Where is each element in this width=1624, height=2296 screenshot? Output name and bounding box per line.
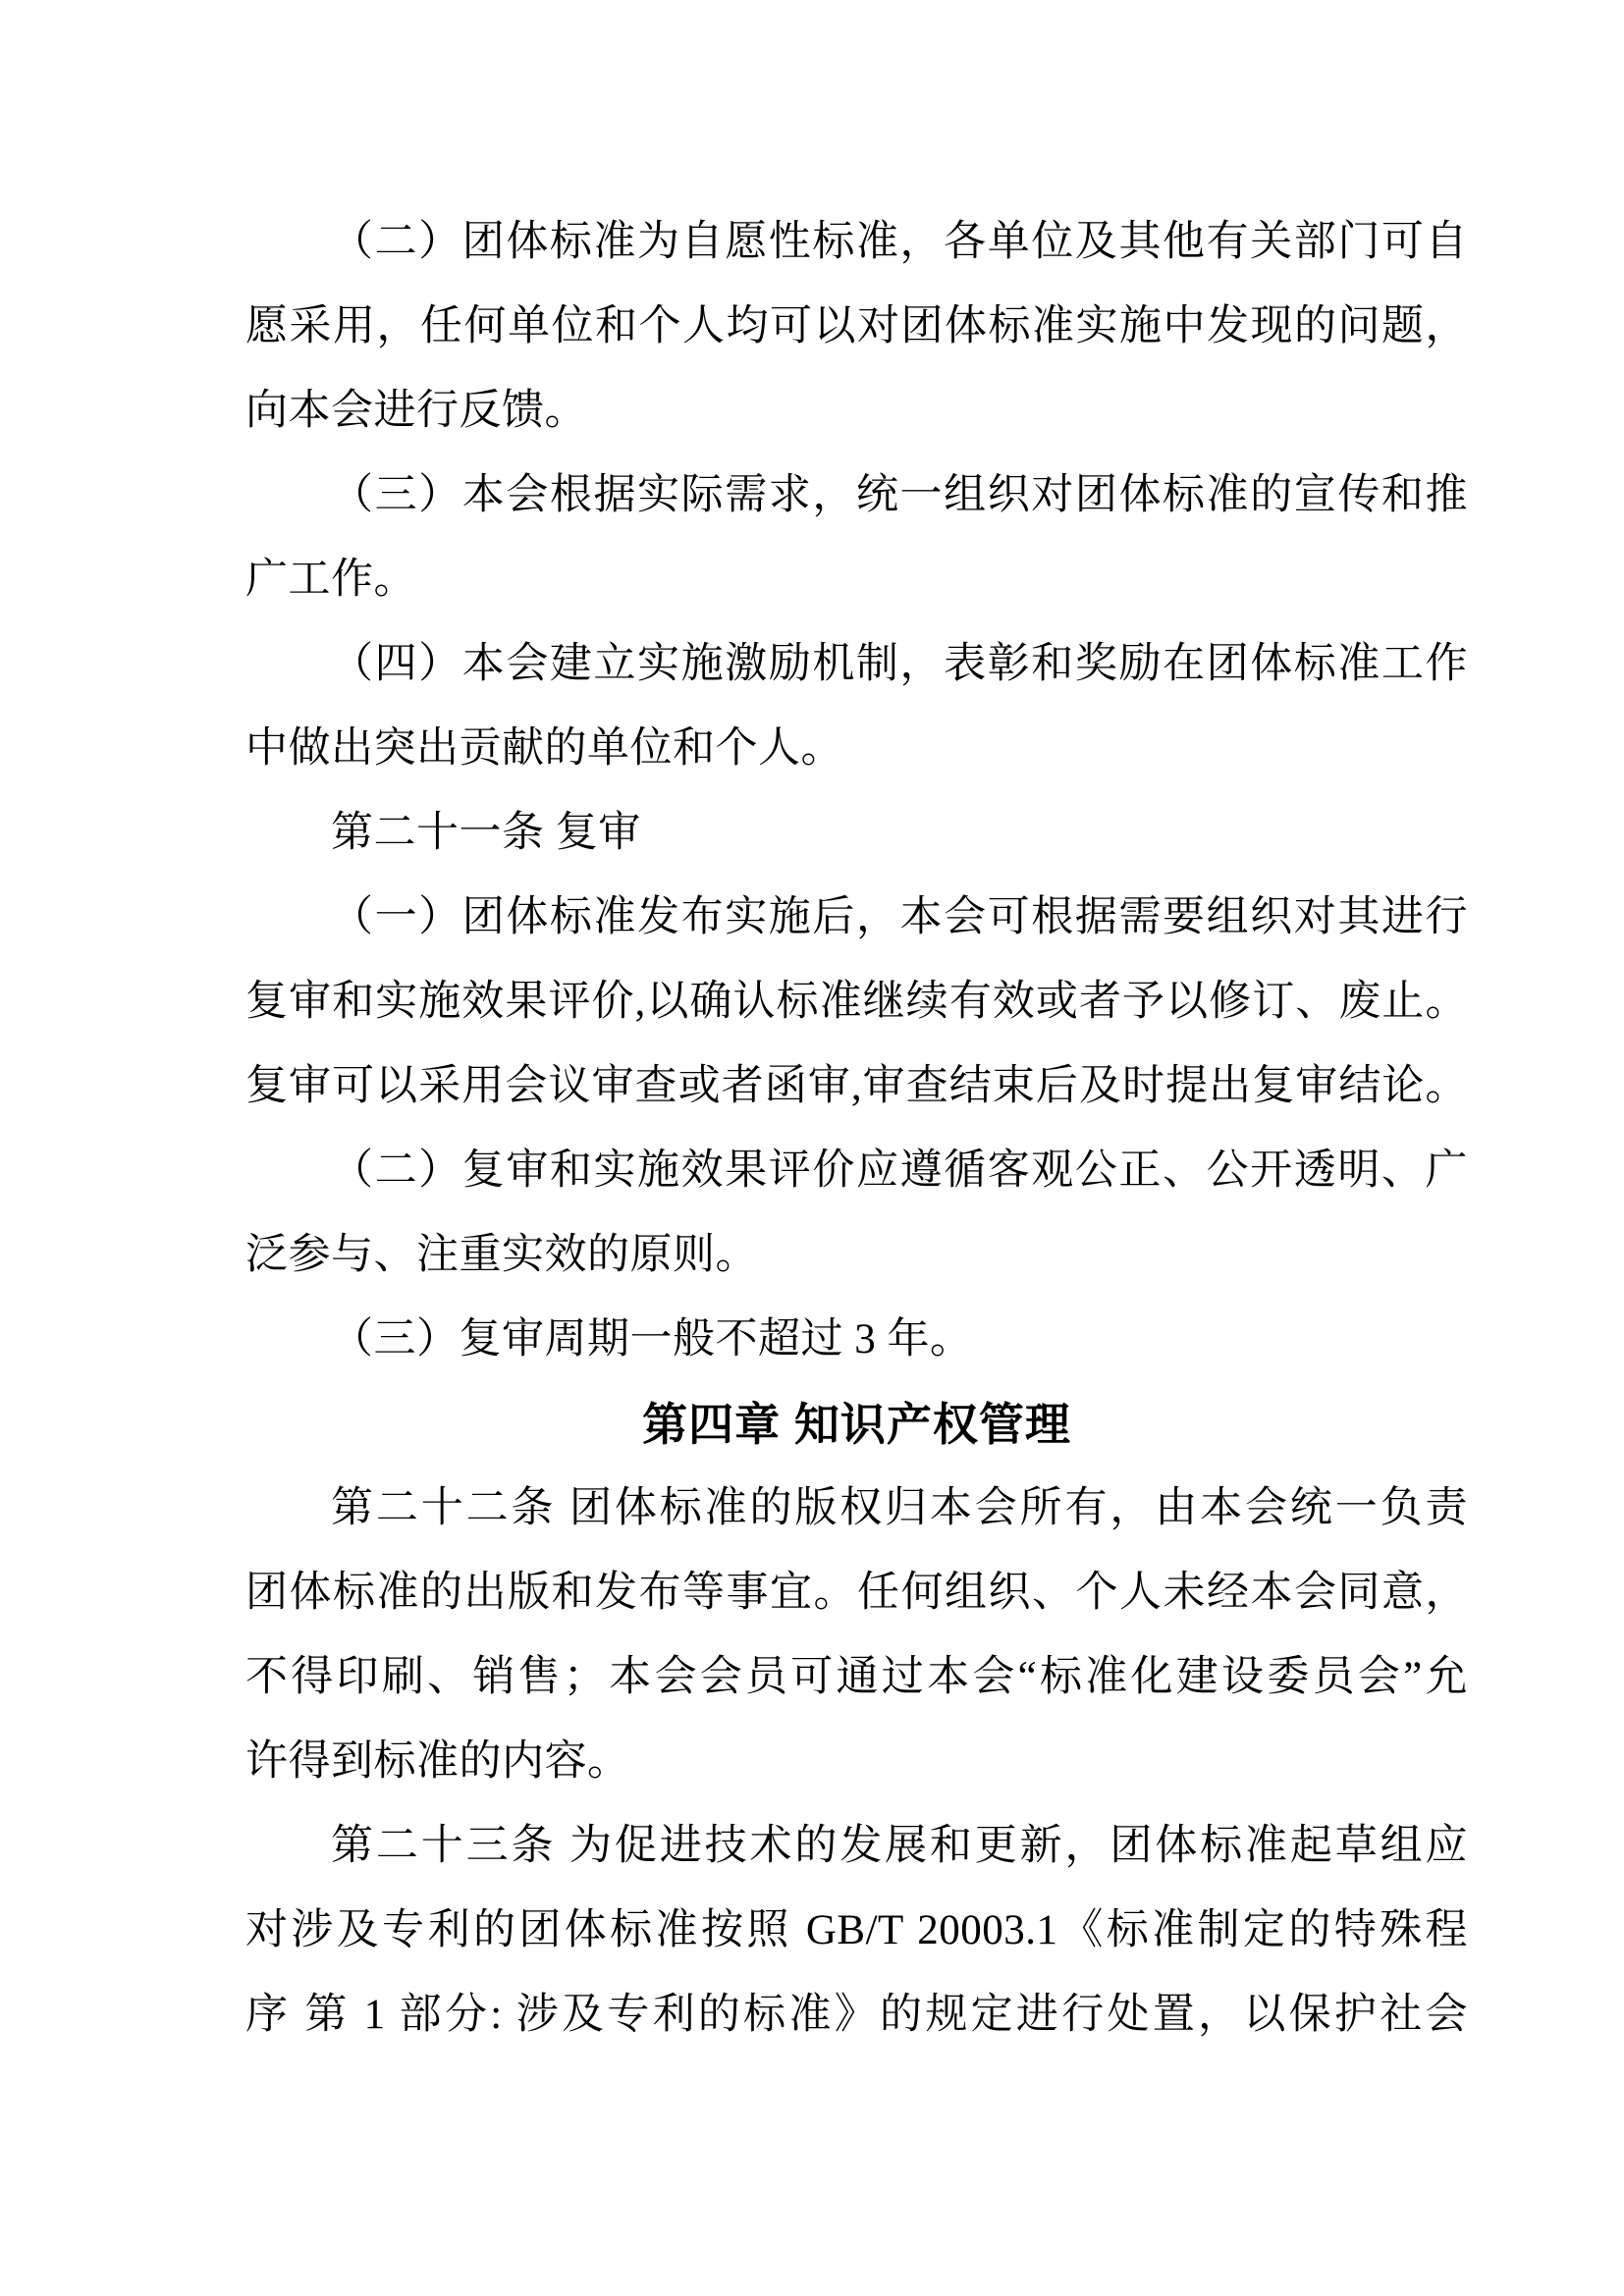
document-line: （四）本会建立实施激励机制，表彰和奖励在团体标准工作 <box>331 641 1468 687</box>
document-line: （一）团体标准发布实施后，本会可根据需要组织对其进行 <box>331 894 1468 940</box>
document-line: 复审可以采用会议审查或者函审,审查结束后及时提出复审结论。 <box>245 1063 1468 1109</box>
document-line: 许得到标准的内容。 <box>245 1738 630 1785</box>
document-line: 对涉及专利的团体标准按照 GB/T 20003.1《标准制定的特殊程 <box>245 1907 1468 1953</box>
document-line: （三）本会根据实际需求，统一组织对团体标准的宣传和推 <box>331 472 1468 518</box>
document-line: （二）团体标准为自愿性标准，各单位及其他有关部门可自 <box>331 219 1468 265</box>
document-line: 第二十一条 复审 <box>331 810 641 856</box>
document-line: 序 第 1 部分: 涉及专利的标准》的规定进行处置，以保护社会 <box>245 1992 1468 2038</box>
document-line: 愿采用，任何单位和个人均可以对团体标准实施中发现的问题， <box>245 303 1468 349</box>
document-line: 泛参与、注重实效的原则。 <box>245 1232 758 1278</box>
chapter-heading: 第四章 知识产权管理 <box>642 1399 1071 1450</box>
document-line: 中做出突出贡献的单位和个人。 <box>245 725 843 772</box>
document-line: 广工作。 <box>245 557 416 603</box>
document-line: 向本会进行反馈。 <box>245 388 587 434</box>
document-line: （三）复审周期一般不超过 3 年。 <box>331 1316 973 1362</box>
document-line: （二）复审和实施效果评价应遵循客观公正、公开透明、广 <box>331 1148 1468 1194</box>
document-content <box>245 200 1468 2057</box>
document-line: 不得印刷、销售；本会会员可通过本会“标准化建设委员会”允 <box>245 1654 1468 1700</box>
document-line: 复审和实施效果评价,以确认标准继续有效或者予以修订、废止。 <box>245 979 1468 1025</box>
document-line: 团体标准的出版和发布等事宜。任何组织、个人未经本会同意， <box>245 1570 1468 1616</box>
document-line: 第二十二条 团体标准的版权归本会所有，由本会统一负责 <box>331 1485 1468 1531</box>
document-line: 第二十三条 为促进技术的发展和更新，团体标准起草组应 <box>331 1823 1468 1869</box>
